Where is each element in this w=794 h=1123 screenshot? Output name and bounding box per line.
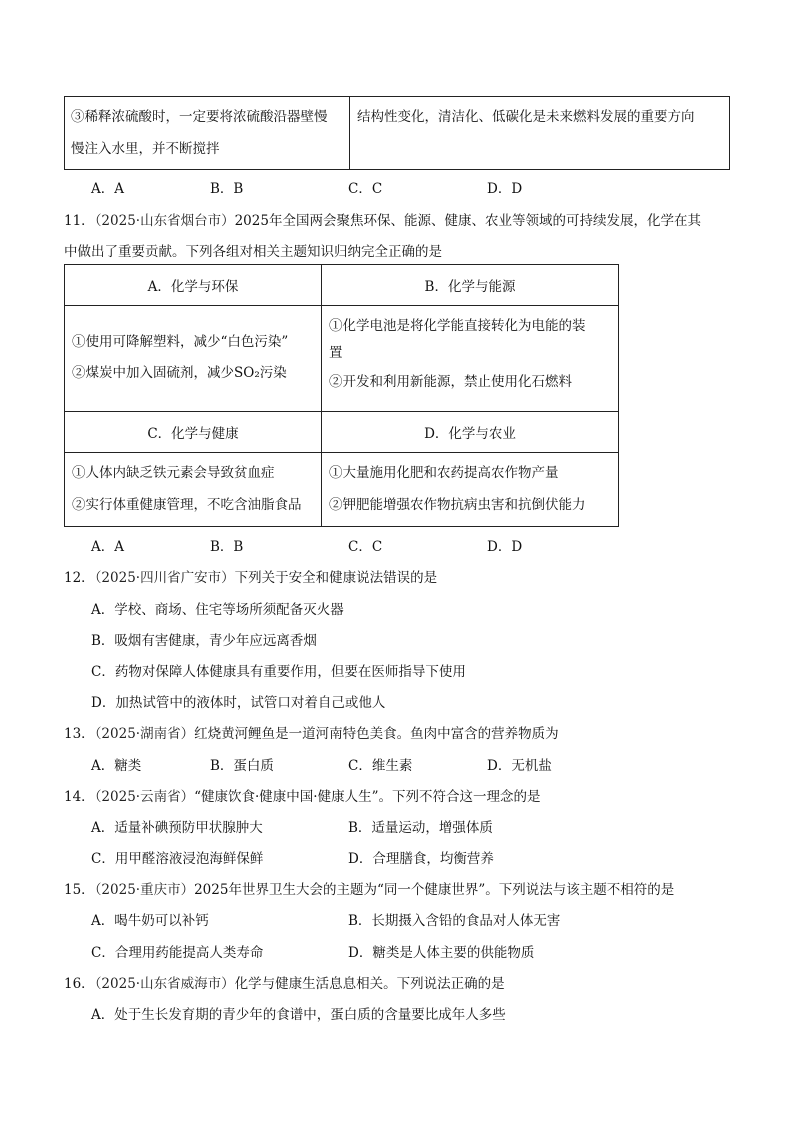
q12-option-b[interactable]: B．吸烟有害健康，青少年应远离香烟 xyxy=(91,633,317,649)
q13-option-b[interactable]: B．蛋白质 xyxy=(210,758,274,774)
q13-source-tag: （2025·湖南省） xyxy=(94,726,195,742)
q14-number: 14． xyxy=(64,789,95,805)
q11-header-d: D．化学与农业 xyxy=(322,412,619,453)
q15-option-a[interactable]: A．喝牛奶可以补钙 xyxy=(91,913,209,929)
q11-header-a: A．化学与环保 xyxy=(65,265,322,306)
q12-source-tag: （2025·四川省广安市） xyxy=(94,570,235,586)
q10-option-a[interactable]: A．A xyxy=(91,181,124,197)
q16-source-tag: （2025·山东省威海市） xyxy=(94,976,235,992)
q15-option-c[interactable]: C．合理用药能提高人类寿命 xyxy=(91,945,264,961)
q13-option-a[interactable]: A．糖类 xyxy=(91,758,142,774)
top-left-line-1: ③稀释浓硫酸时，一定要将浓硫酸沿器壁慢 xyxy=(71,109,328,125)
q11-header-c: C．化学与健康 xyxy=(65,412,322,453)
q12-number: 12． xyxy=(64,570,95,586)
q16-option-a[interactable]: A．处于生长发育期的青少年的食谱中，蛋白质的含量要比成年人多些 xyxy=(91,1007,506,1023)
q14-stem xyxy=(64,785,540,805)
q14-option-a[interactable]: A．适量补碘预防甲状腺肿大 xyxy=(91,820,263,836)
q10-option-b[interactable]: B．B xyxy=(210,181,244,197)
q16-stem xyxy=(64,972,505,992)
q11-option-c[interactable]: C．C xyxy=(348,539,383,555)
q13-option-d[interactable]: D．无机盐 xyxy=(487,758,552,774)
q11-cell-d xyxy=(322,453,619,527)
q16-stem-text: 化学与健康生活息息相关。下列说法正确的是 xyxy=(234,976,505,992)
q11-table xyxy=(64,264,619,527)
q11-cell-b xyxy=(322,306,619,412)
q11-stem-line-1: 2025年全国两会聚焦环保、能源、健康、农业等领域的可持续发展，化学在其 xyxy=(234,213,701,229)
top-left-line-2: 慢注入水里，并不断搅拌 xyxy=(71,141,220,157)
q11-d-line-2: ②钾肥能增强农作物抗病虫害和抗倒伏能力 xyxy=(329,497,586,513)
q11-b-line-3: ②开发和利用新能源，禁止使用化石燃料 xyxy=(329,374,572,390)
q11-line-1 xyxy=(64,209,701,229)
q14-option-d[interactable]: D．合理膳食，均衡营养 xyxy=(348,851,494,867)
q11-c-line-2: ②实行体重健康管理，不吃含油脂食品 xyxy=(72,497,302,513)
q11-a-line-1: ①使用可降解塑料，减少“白色污染” xyxy=(72,334,289,350)
q11-option-d[interactable]: D．D xyxy=(487,539,523,555)
q16-number: 16． xyxy=(64,976,95,992)
q13-stem-text: 红烧黄河鲤鱼是一道河南特色美食。鱼肉中富含的营养物质为 xyxy=(194,726,559,742)
q15-source-tag: （2025·重庆市） xyxy=(94,882,195,898)
q12-stem-text: 下列关于安全和健康说法错误的是 xyxy=(234,570,438,586)
q11-cell-c xyxy=(65,453,322,527)
q12-option-c[interactable]: C．药物对保障人体健康具有重要作用，但要在医师指导下使用 xyxy=(91,664,466,680)
q15-stem xyxy=(64,878,674,898)
q12-stem xyxy=(64,566,437,586)
q11-header-b: B．化学与能源 xyxy=(322,265,619,306)
q11-stem-line-2: 中做出了重要贡献。下列各组对相关主题知识归纳完全正确的是 xyxy=(64,244,442,260)
q14-option-c[interactable]: C．用甲醛溶液浸泡海鲜保鲜 xyxy=(91,851,264,867)
q13-number: 13． xyxy=(64,726,95,742)
q11-source-tag: （2025·山东省烟台市） xyxy=(94,213,235,229)
q14-option-b[interactable]: B．适量运动，增强体质 xyxy=(348,820,493,836)
q15-option-d[interactable]: D．糖类是人体主要的供能物质 xyxy=(348,945,535,961)
top-table xyxy=(64,96,730,170)
q12-option-a[interactable]: A．学校、商场、住宅等场所须配备灭火器 xyxy=(91,602,344,618)
q15-stem-text: 2025年世界卫生大会的主题为“同一个健康世界”。下列说法与该主题不相符的是 xyxy=(194,882,675,898)
top-right-line-1: 结构性变化，清洁化、低碳化是未来燃料发展的重要方向 xyxy=(357,109,695,125)
top-table-left-cell xyxy=(65,97,350,170)
top-table-right-cell xyxy=(350,97,730,170)
q14-stem-text: “健康饮食·健康中国·健康人生”。下列不符合这一理念的是 xyxy=(194,789,541,805)
q12-option-d[interactable]: D．加热试管中的液体时，试管口对着自己或他人 xyxy=(91,695,386,711)
q11-cell-a xyxy=(65,306,322,412)
q13-stem xyxy=(64,722,559,742)
q11-c-line-1: ①人体内缺乏铁元素会导致贫血症 xyxy=(72,465,275,481)
q15-option-b[interactable]: B．长期摄入含铅的食品对人体无害 xyxy=(348,913,561,929)
q10-option-d[interactable]: D．D xyxy=(487,181,523,197)
q11-a-line-2: ②煤炭中加入固硫剂，减少SO₂污染 xyxy=(72,365,287,381)
q11-option-b[interactable]: B．B xyxy=(210,539,244,555)
q11-b-line-2: 置 xyxy=(329,345,343,361)
q13-option-c[interactable]: C．维生素 xyxy=(348,758,413,774)
q15-number: 15． xyxy=(64,882,95,898)
q11-d-line-1: ①大量施用化肥和农药提高农作物产量 xyxy=(329,465,559,481)
q11-number: 11． xyxy=(64,213,95,229)
q10-option-c[interactable]: C．C xyxy=(348,181,383,197)
q14-source-tag: （2025·云南省） xyxy=(94,789,195,805)
q11-b-line-1: ①化学电池是将化学能直接转化为电能的装 xyxy=(329,318,586,334)
q11-option-a[interactable]: A．A xyxy=(91,539,124,555)
